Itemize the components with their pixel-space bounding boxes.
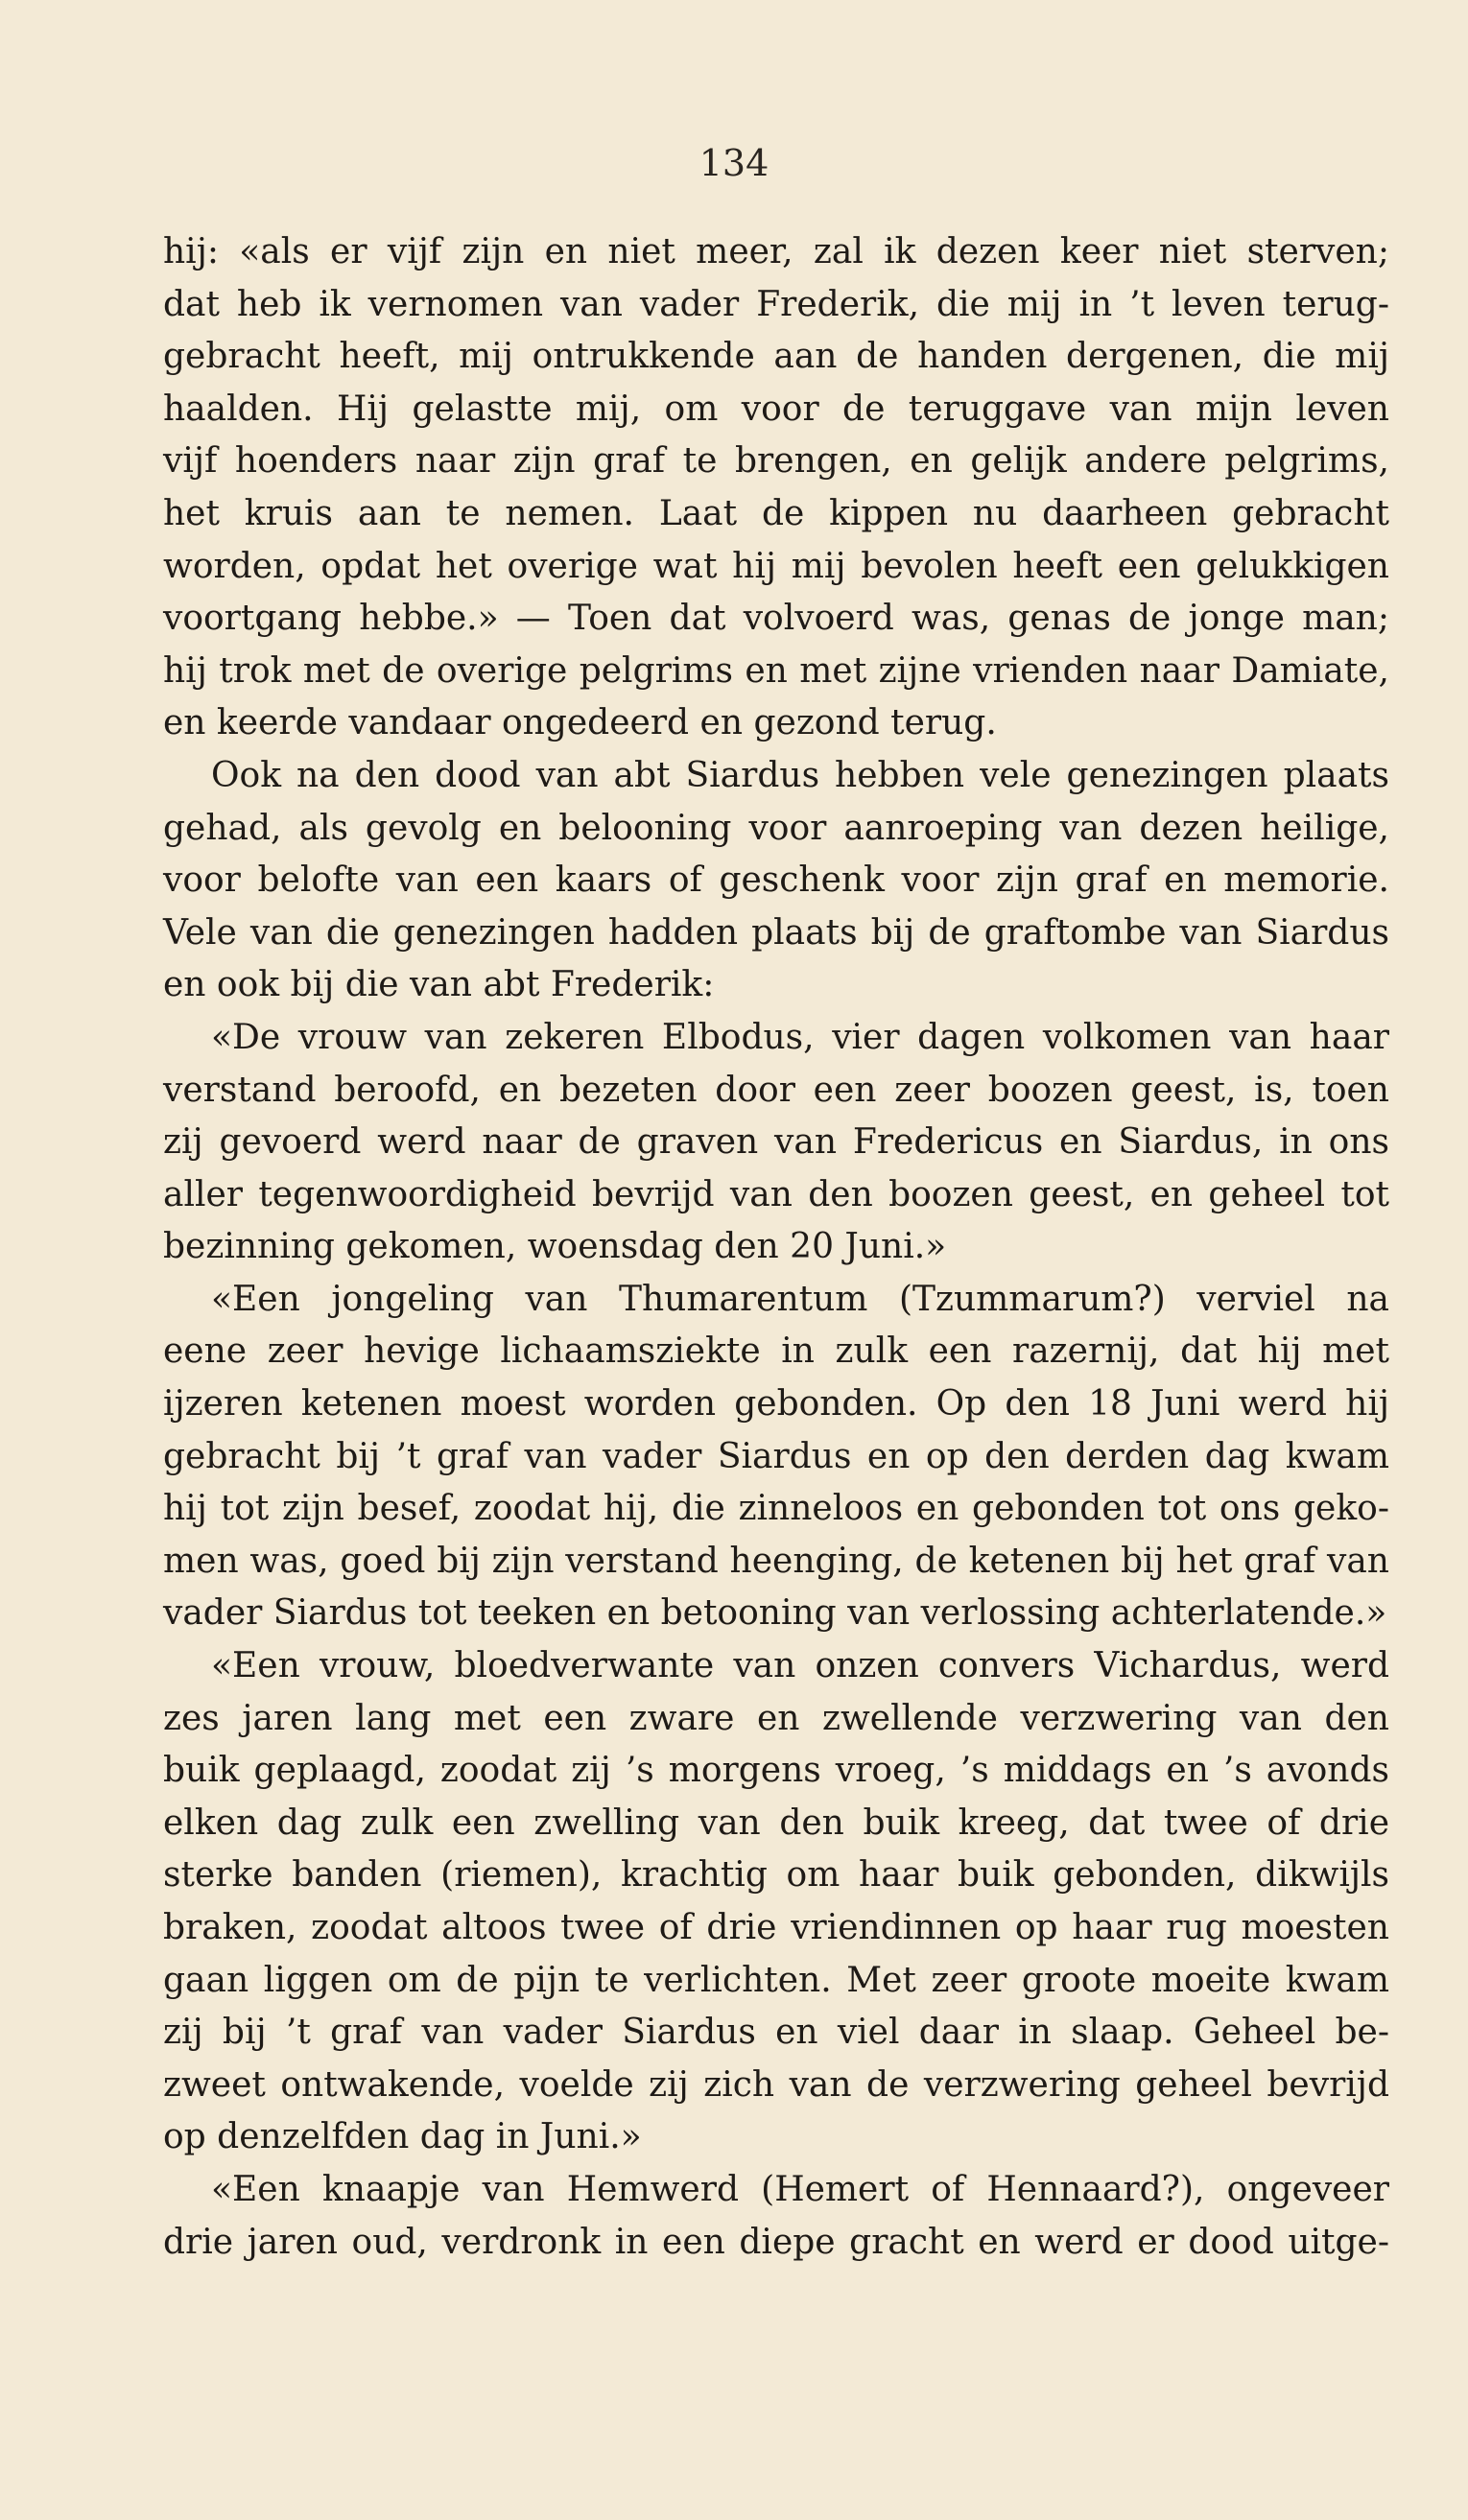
text-line: zij bij ’t graf van vader Siardus en viel daar in slaap. Geheel be-	[163, 2013, 1389, 2053]
text-line: gehad, als gevolg en belooning voor aanroeping van dezen heilige,	[163, 808, 1389, 848]
text-line: en keerde vandaar ongedeerd en gezond terug.	[163, 703, 997, 743]
text-line: men was, goed bij zijn verstand heenging, de ketenen bij het graf van	[163, 1541, 1389, 1581]
text-line: worden, opdat het overige wat hij mij bevolen heeft een gelukkigen	[163, 546, 1389, 586]
page-number: 134	[698, 142, 770, 184]
text-line: verstand beroofd, en bezeten door een zeer boozen geest, is, toen	[163, 1070, 1389, 1110]
text-line: aller tegenwoordigheid bevrijd van den boozen geest, en geheel tot	[163, 1174, 1389, 1214]
text-line: zes jaren lang met een zware en zwellende verzwering van den	[163, 1698, 1389, 1738]
text-line: elken dag zulk een zwelling van den buik kreeg, dat twee of drie	[163, 1802, 1389, 1843]
text-line: hij tot zijn besef, zoodat hij, die zinneloos en gebonden tot ons geko-	[163, 1489, 1389, 1529]
text-line: gaan liggen om de pijn te verlichten. Met zeer groote moeite kwam	[163, 1960, 1389, 2000]
text-line: hij: «als er vijf zijn en niet meer, zal ik dezen keer niet sterven;	[163, 232, 1389, 271]
text-line: «Een knaapje van Hemwerd (Hemert of Hennaard?), ongeveer	[211, 2169, 1389, 2209]
text-line: braken, zoodat altoos twee of drie vriendinnen op haar rug moesten	[163, 1908, 1389, 1947]
text-line: zweet ontwakende, voelde zij zich van de verzwering geheel bevrijd	[163, 2064, 1389, 2105]
text-line: Vele van die genezingen hadden plaats bij de graftombe van Siardus	[163, 912, 1389, 953]
text-line: eene zeer hevige lichaamsziekte in zulk een razernij, dat hij met	[163, 1331, 1389, 1372]
text-line: op denzelfden dag in Juni.»	[163, 2117, 642, 2157]
text-line: vijf hoenders naar zijn graf te brengen, en gelijk andere pelgrims,	[163, 441, 1389, 482]
text-line: bezinning gekomen, woensdag den 20 Juni.»	[163, 1227, 947, 1267]
text-line: gebracht heeft, mij ontrukkende aan de handen dergenen, die mij	[163, 337, 1389, 377]
text-line: drie jaren oud, verdronk in een diepe gracht en werd er dood uitge-	[163, 2222, 1389, 2262]
text-line: voortgang hebbe.» — Toen dat volvoerd was, genas de jonge man;	[163, 599, 1389, 639]
text-line: dat heb ik vernomen van vader Frederik, die mij in ’t leven terug-	[163, 284, 1389, 324]
text-line: het kruis aan te nemen. Laat de kippen nu daarheen gebracht	[163, 493, 1389, 533]
text-line: vader Siardus tot teeken en betooning van verlossing achterlatende.»	[163, 1593, 1387, 1634]
text-line: voor belofte van een kaars of geschenk voor zijn graf en memorie.	[163, 860, 1389, 901]
text-line: Ook na den dood van abt Siardus hebben vele genezingen plaats	[211, 755, 1389, 795]
text-line: hij trok met de overige pelgrims en met zijne vrienden naar Damiate,	[163, 650, 1389, 691]
text-line: «Een vrouw, bloedverwante van onzen convers Vichardus, werd	[211, 1646, 1389, 1686]
text-line: ijzeren ketenen moest worden gebonden. Op den 18 Juni werd hij	[163, 1384, 1389, 1425]
body-text	[163, 226, 1389, 2269]
text-line: «De vrouw van zekeren Elbodus, vier dagen volkomen van haar	[211, 1017, 1389, 1057]
text-line: buik geplaagd, zoodat zij ’s morgens vroeg, ’s middags en ’s avonds	[163, 1751, 1389, 1791]
text-line: haalden. Hij gelastte mij, om voor de teruggave van mijn leven	[163, 389, 1389, 429]
text-line: gebracht bij ’t graf van vader Siardus en op den derden dag kwam	[163, 1436, 1389, 1476]
text-line: «Een jongeling van Thumarentum (Tzummarum?) verviel na	[211, 1279, 1389, 1319]
text-line: sterke banden (riemen), krachtig om haar buik gebonden, dikwijls	[163, 1855, 1389, 1896]
text-line: en ook bij die van abt Frederik:	[163, 965, 715, 1005]
text-line: zij gevoerd werd naar de graven van Fredericus en Siardus, in ons	[163, 1122, 1389, 1163]
